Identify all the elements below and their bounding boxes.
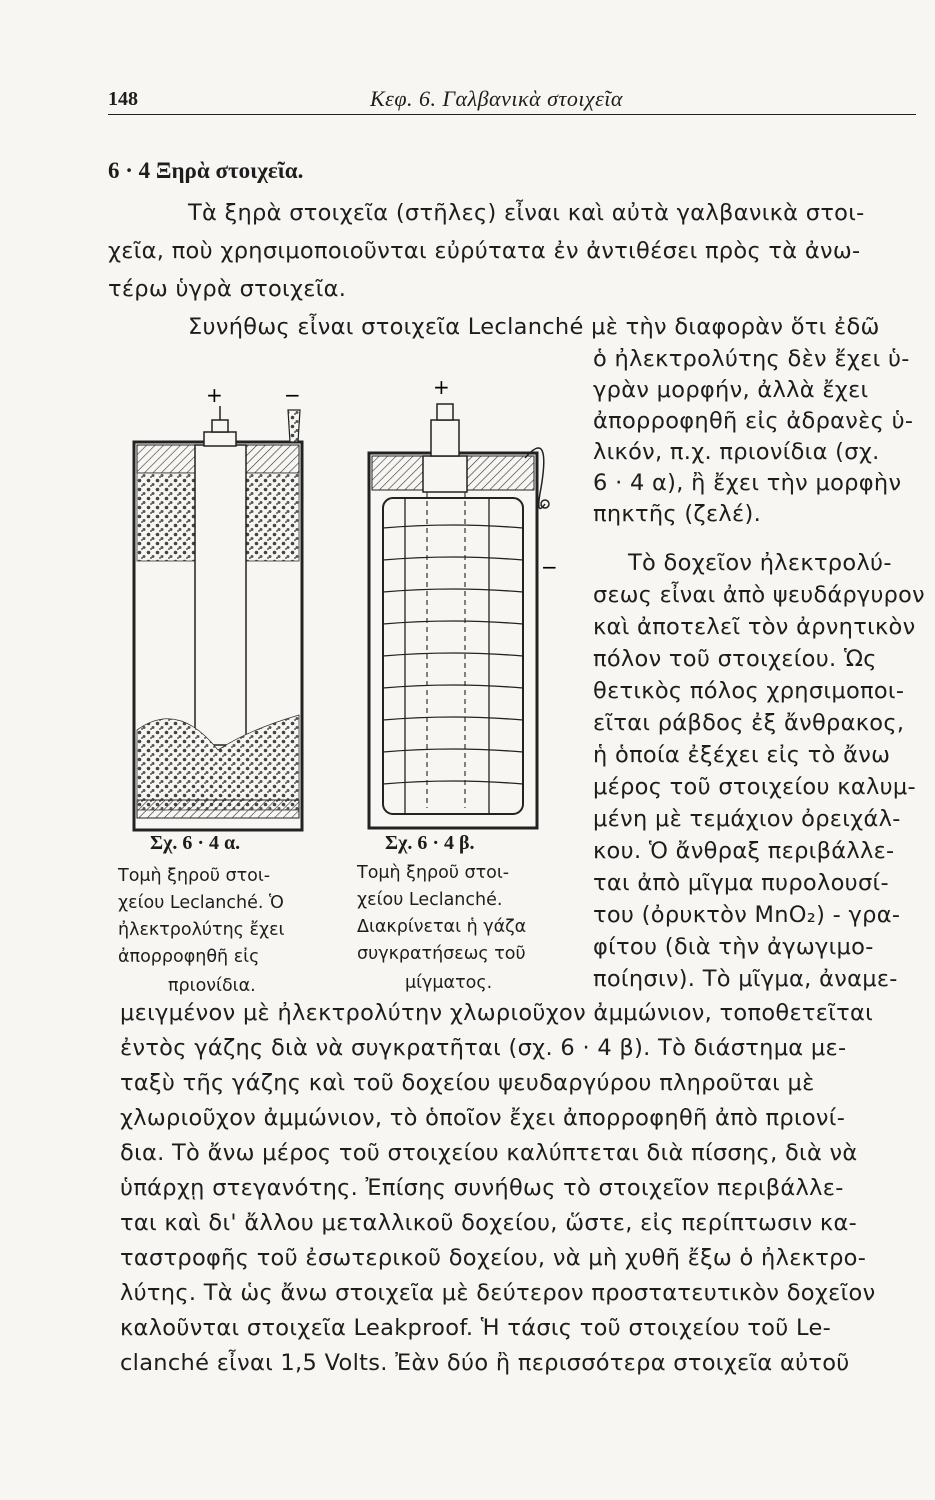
text-line: καλοῦνται στοιχεῖα Leakproof. Ἡ τάσις τοῦ στοιχείου τοῦ Le-	[120, 1315, 832, 1341]
text-line: εῖται ράβδος ἐξ ἄνθρακος,	[593, 710, 905, 736]
text-line: 6 · 4 α), ἢ ἔχει τὴν μορφὴν	[593, 470, 902, 496]
text-line: μέρος τοῦ στοιχείου καλυμ-	[593, 774, 916, 800]
positive-terminal-sign: +	[433, 375, 450, 399]
text-line: φίτου (διὰ τὴν ἀγωγιμο-	[593, 934, 874, 960]
text-line: ὁ ἠλεκτρολύτης δὲν ἔχει ὑ-	[593, 346, 910, 372]
dry-cell-gauze-diagram	[365, 368, 587, 838]
text-line: λικόν, π.χ. πριονίδια (σχ.	[593, 439, 880, 465]
caption-line: ἀπορροφηθῆ εἰς	[118, 947, 260, 967]
text-line: ἐντὸς γάζης διὰ νὰ συγκρατῆται (σχ. 6 · 4 β). Τὸ διάστημα με-	[120, 1035, 847, 1061]
negative-terminal-sign: −	[541, 555, 558, 579]
caption-line: χείου Leclanché. Ὁ	[118, 893, 284, 913]
running-head: Κεφ. 6. Γαλβανικὰ στοιχεῖα	[370, 86, 623, 111]
caption-line: συγκρατήσεως τοῦ	[357, 944, 526, 964]
text-line: δια. Τὸ ἄνω μέρος τοῦ στοιχείου καλύπτεται διὰ πίσσης, διὰ νὰ	[120, 1140, 858, 1166]
text-line: κου. Ὁ ἄνθραξ περιβάλλε-	[593, 838, 895, 864]
section-heading: 6 · 4 Ξηρὰ στοιχεῖα.	[108, 158, 304, 183]
text-line: λύτης. Τὰ ὡς ἄνω στοιχεῖα μὲ δεύτερον προστατευτικὸν δοχεῖον	[120, 1280, 876, 1306]
text-line: ἀπορροφηθῆ εἰς ἀδρανὲς ὑ-	[593, 408, 914, 434]
text-line: χλωριοῦχον ἀμμώνιον, τὸ ὁποῖον ἔχει ἀπορροφηθῆ ἀπὸ πριονί-	[120, 1105, 846, 1131]
text-line: σεως εἶναι ἀπὸ ψευδάργυρον	[593, 582, 925, 608]
caption-line: μίγματος.	[405, 973, 493, 993]
paragraph-2-intro: Συνήθως εἶναι στοιχεῖα Leclanché μὲ τὴν διαφορὰν ὅτι ἐδῶ	[188, 314, 880, 340]
caption-line: χείου Leclanché.	[357, 890, 503, 910]
text-line: μένη μὲ τεμάχιον ὀρειχάλ-	[593, 806, 901, 832]
text-line: θετικὸς πόλος χρησιμοποι-	[593, 678, 905, 704]
text-line: πόλον τοῦ στοιχείου. Ὡς	[593, 646, 877, 672]
text-line: ποίησιν). Τὸ μῖγμα, ἀναμε-	[593, 966, 898, 992]
text-line: χεῖα, ποὺ χρησιμοποιοῦνται εὐρύτατα ἐν ἀντιθέσει πρὸς τὰ ἀνω-	[108, 238, 861, 264]
positive-terminal-sign: +	[206, 383, 223, 407]
text-line: Τὰ ξηρὰ στοιχεῖα (στῆλες) εἶναι καὶ αὐτὰ γαλβανικὰ στοι-	[188, 200, 865, 226]
text-line: ἡ ὁποία ἐξέχει εἰς τὸ ἄνω	[593, 742, 891, 768]
header-rule	[108, 114, 916, 115]
text-line: clanché εἶναι 1,5 Volts. Ἐὰν δύο ἢ περισσότερα στοιχεῖα αὐτοῦ	[120, 1350, 850, 1376]
text-line: ται ἀπὸ μῖγμα πυρολουσί-	[593, 870, 889, 896]
text-line: ται καὶ δι' ἄλλου μεταλλικοῦ δοχείου, ὥστε, εἰς περίπτωσιν κα-	[120, 1210, 857, 1236]
text-line: ὑπάρχῃ στεγανότης. Ἐπίσης συνήθως τὸ στοιχεῖον περιβάλλε-	[120, 1175, 844, 1201]
caption-line: πριονίδια.	[168, 976, 256, 996]
negative-terminal-sign: −	[284, 383, 301, 407]
text-line: ταξὺ τῆς γάζης καὶ τοῦ δοχείου ψευδαργύρου πληροῦται μὲ	[120, 1070, 815, 1096]
text-line: καὶ ἀποτελεῖ τὸν ἀρνητικὸν	[593, 614, 916, 640]
caption-line: ἠλεκτρολύτης ἔχει	[118, 920, 285, 940]
text-line: ταστροφῆς τοῦ ἐσωτερικοῦ δοχείου, νὰ μὴ χυθῆ ἔξω ὁ ἠλεκτρο-	[120, 1245, 867, 1271]
text-line: μειγμένον μὲ ἠλεκτρολύτην χλωριοῦχον ἀμμώνιον, τοποθετεῖται	[120, 1000, 874, 1026]
figure-b-label: Σχ. 6 · 4 β.	[385, 832, 475, 854]
text-line: πηκτῆς (ζελέ).	[593, 501, 762, 527]
page-number: 148	[108, 88, 138, 110]
text-line: γρὰν μορφήν, ἀλλὰ ἔχει	[593, 377, 869, 403]
text-line: του (ὀρυκτὸν MnO₂) - γρα-	[593, 902, 901, 928]
caption-line: Τομὴ ξηροῦ στοι-	[357, 863, 510, 883]
figure-a-label: Σχ. 6 · 4 α.	[150, 832, 241, 854]
text-line: τέρω ὑγρὰ στοιχεῖα.	[108, 276, 347, 302]
dry-cell-sawdust-diagram	[128, 370, 318, 840]
caption-line: Τομὴ ξηροῦ στοι-	[118, 866, 271, 886]
text-line: Τὸ δοχεῖον ἠλεκτρολύ-	[628, 550, 892, 576]
caption-line: Διακρίνεται ἡ γάζα	[357, 917, 527, 937]
